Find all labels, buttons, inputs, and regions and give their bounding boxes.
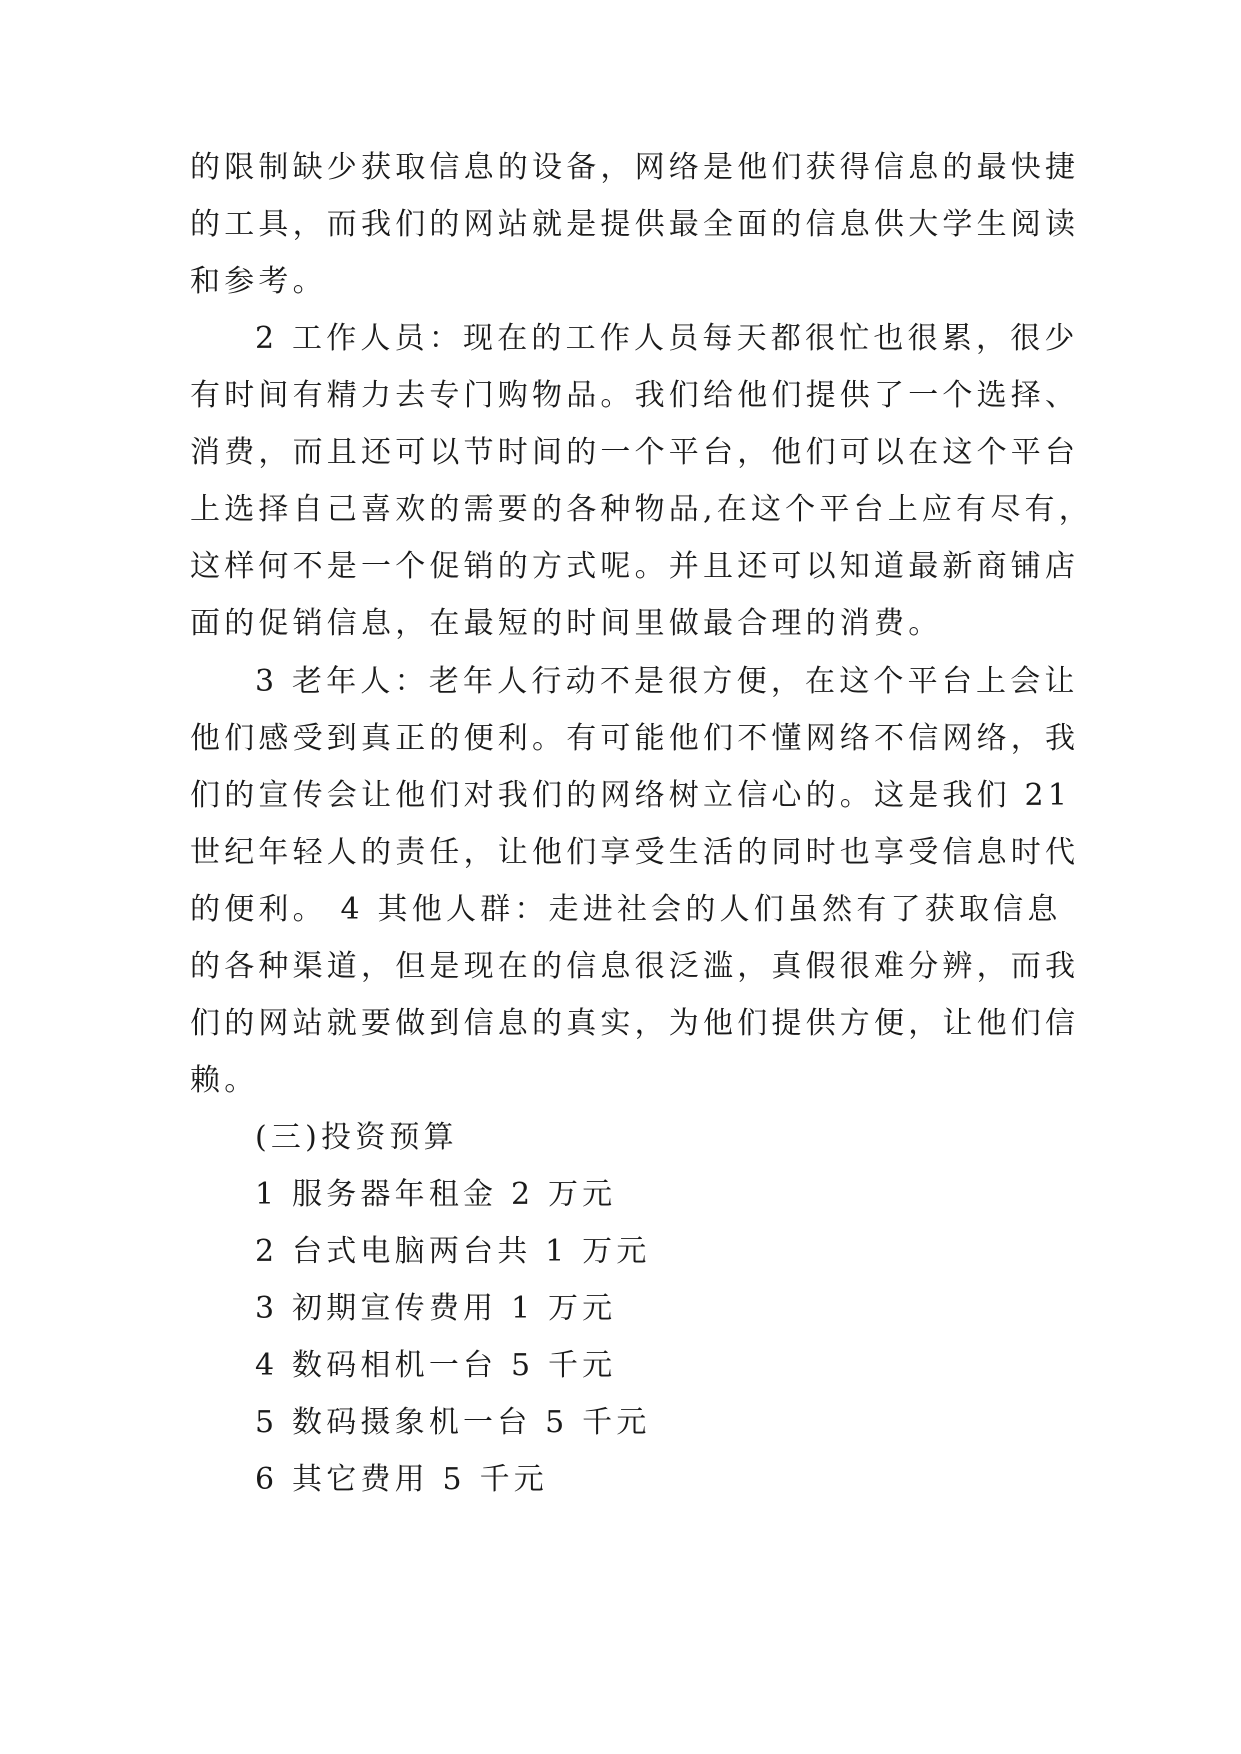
budget-item: 6 其它费用 5 千元 xyxy=(255,1462,548,1497)
body-line: 3 老年人：老年人行动不是很方便，在这个平台上会让 xyxy=(255,664,1079,699)
body-line: 2 工作人员：现在的工作人员每天都很忙也很累，很少 xyxy=(255,321,1079,356)
body-line: 消费，而且还可以节时间的一个平台，他们可以在这个平台 xyxy=(190,435,1080,470)
body-line: 他们感受到真正的便利。有可能他们不懂网络不信网络，我 xyxy=(190,721,1080,756)
body-line: 的限制缺少获取信息的设备，网络是他们获得信息的最快捷 xyxy=(190,150,1080,185)
body-line: 有时间有精力去专门购物品。我们给他们提供了一个选择、 xyxy=(190,378,1080,413)
body-line: 面的促销信息，在最短的时间里做最合理的消费。 xyxy=(190,606,943,641)
budget-item: 2 台式电脑两台共 1 万元 xyxy=(255,1234,651,1269)
body-line: 上选择自己喜欢的需要的各种物品,在这个平台上应有尽有， xyxy=(190,492,1093,527)
budget-item: 4 数码相机一台 5 千元 xyxy=(255,1348,617,1383)
body-line: 和参考。 xyxy=(190,264,327,299)
budget-item: 1 服务器年租金 2 万元 xyxy=(255,1177,617,1212)
body-line: 的便利。 4 其他人群：走进社会的人们虽然有了获取信息 xyxy=(190,892,1062,927)
budget-item: 5 数码摄象机一台 5 千元 xyxy=(255,1405,651,1440)
section-heading: (三)投资预算 xyxy=(255,1120,458,1155)
body-line: 的各种渠道，但是现在的信息很泛滥，真假很难分辨，而我 xyxy=(190,949,1080,984)
body-line: 们的宣传会让他们对我们的网络树立信心的。这是我们 21 xyxy=(190,778,1072,813)
body-line: 赖。 xyxy=(190,1063,259,1098)
body-line: 的工具，而我们的网站就是提供最全面的信息供大学生阅读 xyxy=(190,207,1080,242)
budget-item: 3 初期宣传费用 1 万元 xyxy=(255,1291,617,1326)
body-line: 们的网站就要做到信息的真实，为他们提供方便，让他们信 xyxy=(190,1006,1080,1041)
body-line: 这样何不是一个促销的方式呢。并且还可以知道最新商铺店 xyxy=(190,549,1080,584)
body-line: 世纪年轻人的责任，让他们享受生活的同时也享受信息时代 xyxy=(190,835,1080,870)
